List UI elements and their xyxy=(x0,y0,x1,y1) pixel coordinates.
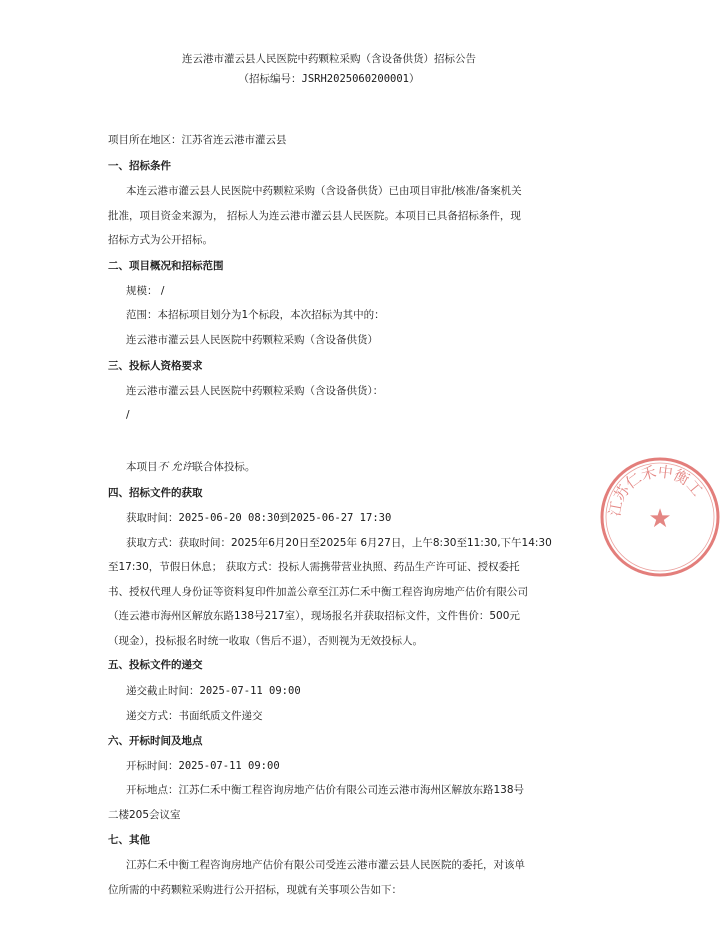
scope-line: 范围：本招标项目划分为1个标段，本次招标为其中的： xyxy=(126,309,385,321)
bid-number xyxy=(0,71,658,86)
opening-time-label: 开标时间： xyxy=(126,760,179,772)
section-heading-7: 七、其他 xyxy=(108,834,150,846)
paragraph-line: 至17:30，节假日休息； 获取方式：投标人需携带营业执照、药品生产许可证、授权委托 xyxy=(108,561,520,573)
opening-time-value: 2025-07-11 09:00 xyxy=(178,760,280,772)
section-heading-1: 一、招标条件 xyxy=(108,160,171,172)
section-heading-4: 四、招标文件的获取 xyxy=(108,487,203,499)
seal-text: 江苏仁禾中衡工 xyxy=(605,462,707,518)
company-seal-icon xyxy=(598,455,722,579)
requirement-line: / xyxy=(126,409,130,421)
paragraph-line: 江苏仁禾中衡工程咨询房地产估价有限公司受连云港市灌云县人民医院的委托，对该单 xyxy=(126,859,525,871)
project-location: 项目所在地区：江苏省连云港市灌云县 xyxy=(108,134,287,146)
opening-place-line: 开标地点：江苏仁禾中衡工程咨询房地产估价有限公司连云港市海州区解放东路138号 xyxy=(126,784,525,796)
deadline-line xyxy=(126,684,301,698)
joint-bid-prefix: 本项目 xyxy=(126,461,158,473)
deadline-value: 2025-07-11 09:00 xyxy=(199,685,301,697)
paragraph-line: 获取方式：获取时间：2025年6月20日至2025年 6月27日，上午8:30至11:30,下午14:30 xyxy=(126,537,552,549)
paragraph-line: 位所需的中药颗粒采购进行公开招标，现就有关事项公告如下： xyxy=(108,884,402,896)
section-heading-2: 二、项目概况和招标范围 xyxy=(108,260,224,272)
bid-number-value: JSRH2025060200001 xyxy=(301,73,409,85)
joint-bid-flag: 不 允许 xyxy=(157,461,193,473)
section-heading-6: 六、开标时间及地点 xyxy=(108,735,203,747)
submit-method-line: 递交方式：书面纸质文件递交 xyxy=(126,710,263,722)
deadline-label: 递交截止时间： xyxy=(126,685,200,697)
acquire-time-value: 2025-06-20 08:30到2025-06-27 17:30 xyxy=(178,512,392,524)
joint-bid-suffix: 联合体投标。 xyxy=(192,461,256,473)
section-heading-5: 五、投标文件的递交 xyxy=(108,659,203,671)
lot-line: 连云港市灌云县人民医院中药颗粒采购（含设备供货） xyxy=(126,334,378,346)
opening-place-line: 二楼205会议室 xyxy=(108,809,181,821)
svg-text:★: ★ xyxy=(648,504,672,534)
scale-line: 规模： / xyxy=(126,285,165,297)
paragraph-line: 书、授权代理人身份证等资料复印件加盖公章至江苏仁禾中衡工程咨询房地产估价有限公司 xyxy=(108,586,528,598)
bid-number-prefix: （招标编号： xyxy=(238,73,302,85)
paragraph-line: 批准，项目资金来源为， 招标人为连云港市灌云县人民医院。本项目已具备招标条件，现 xyxy=(108,210,521,222)
bid-number-suffix: ） xyxy=(408,73,420,85)
acquire-time-line xyxy=(126,511,391,525)
document-title: 连云港市灌云县人民医院中药颗粒采购（含设备供货）招标公告 xyxy=(182,53,476,65)
acquire-time-label: 获取时间： xyxy=(126,512,179,524)
paragraph-line: （连云港市海州区解放东路138号217室），现场报名并获取招标文件，文件售价：500元 xyxy=(108,610,520,622)
paragraph-line: 本连云港市灌云县人民医院中药颗粒采购（含设备供货）已由项目审批/核准/备案机关 xyxy=(126,185,522,197)
paragraph-line: （现金），投标报名时统一收取（售后不退），否则视为无效投标人。 xyxy=(108,635,423,647)
paragraph-line: 招标方式为公开招标。 xyxy=(108,234,213,246)
section-heading-3: 三、投标人资格要求 xyxy=(108,360,203,372)
opening-time-line xyxy=(126,759,280,773)
joint-bid-line xyxy=(126,460,255,474)
lot-line: 连云港市灌云县人民医院中药颗粒采购（含设备供货）： xyxy=(126,385,384,397)
